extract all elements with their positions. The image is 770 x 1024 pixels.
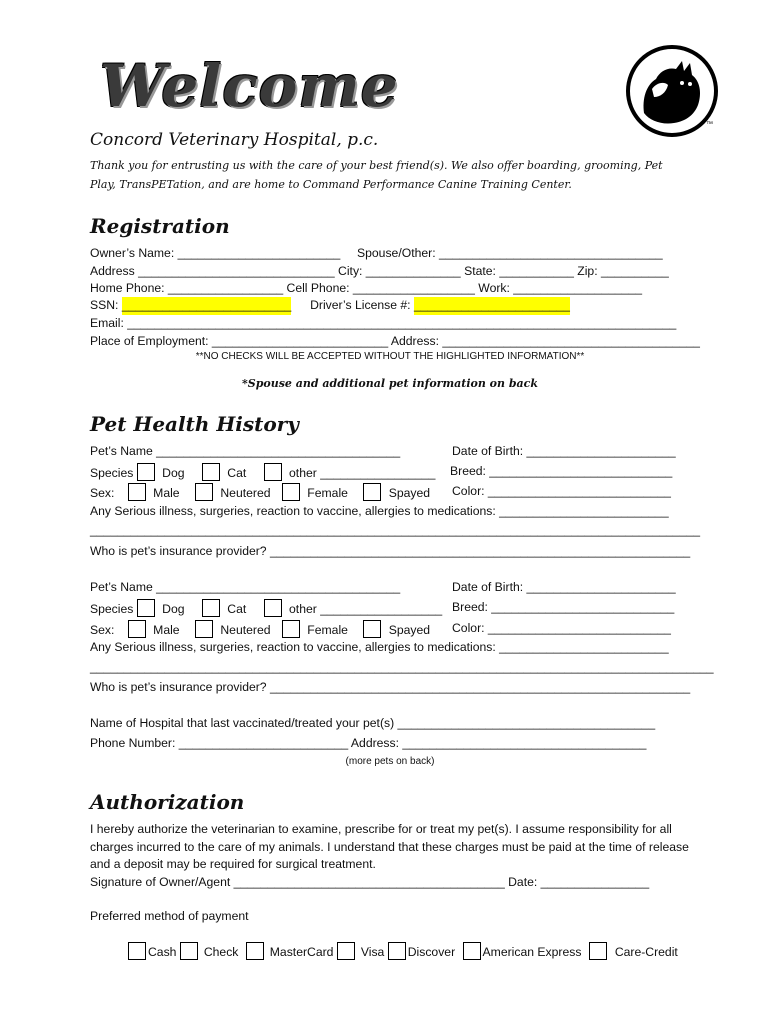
authorization-text: I hereby authorize the veterinarian to examine, prescribe for or treat my pet(s). I assume responsibility for all charges incurred to the care of my animals. I understand that these charges must be paid at the time of release and a deposit may be required for surgical treatment. <box>90 822 689 871</box>
spayed-label: Spayed <box>388 486 431 500</box>
species-label: Species <box>90 466 134 480</box>
drivers-license-field[interactable]: _______________________ <box>414 297 570 315</box>
pet1-dob-field[interactable]: Date of Birth: ______________________ <box>452 444 676 458</box>
dog-checkbox[interactable] <box>137 599 155 617</box>
authorization-heading: Authorization <box>90 790 245 814</box>
more-pets-note: (more pets on back) <box>345 756 435 767</box>
neutered-checkbox[interactable] <box>195 620 213 638</box>
neutered-label: Neutered <box>220 623 271 637</box>
check-checkbox[interactable] <box>180 942 198 960</box>
cat-label: Cat <box>227 602 247 616</box>
hospital-name-field[interactable]: Name of Hospital that last vaccinated/treated your pet(s) ______________________________________ <box>90 716 656 730</box>
dog-label: Dog <box>162 466 185 480</box>
care-credit-checkbox[interactable] <box>589 942 607 960</box>
owner-name-field[interactable]: Owner’s Name: ________________________ <box>90 246 341 260</box>
neutered-checkbox[interactable] <box>195 483 213 501</box>
pet1-sex-row <box>90 483 430 503</box>
female-label: Female <box>307 623 348 637</box>
sex-label: Sex: <box>90 486 115 500</box>
cat-label: Cat <box>227 466 247 480</box>
other-field[interactable]: other _________________ <box>289 466 436 480</box>
female-checkbox[interactable] <box>282 620 300 638</box>
pet1-breed-field[interactable]: Breed: ___________________________ <box>450 464 673 478</box>
registration-heading: Registration <box>90 214 230 238</box>
pet2-dob-field[interactable]: Date of Birth: ______________________ <box>452 580 676 594</box>
spayed-label: Spayed <box>388 623 431 637</box>
cat-checkbox[interactable] <box>202 599 220 617</box>
trademark-symbol: ™ <box>706 121 713 128</box>
male-checkbox[interactable] <box>128 483 146 501</box>
other-checkbox[interactable] <box>264 463 282 481</box>
amex-checkbox[interactable] <box>463 942 481 960</box>
species-label: Species <box>90 602 134 616</box>
pet-health-heading: Pet Health History <box>90 412 299 436</box>
pet2-sex-row <box>90 620 430 640</box>
address-line[interactable]: Address _____________________________ City: ______________ State: ___________ Zip: __________ <box>90 264 669 278</box>
phone-line[interactable]: Home Phone: _________________ Cell Phone: __________________ Work: ___________________ <box>90 281 643 295</box>
hospital-name: Concord Veterinary Hospital, p.c. <box>90 130 379 150</box>
pet2-insurance-field[interactable]: Who is pet’s insurance provider? ______________________________________________________________ <box>90 680 691 694</box>
ssn-label: SSN: <box>90 298 119 312</box>
dog-checkbox[interactable] <box>137 463 155 481</box>
pet1-name-field[interactable]: Pet’s Name ____________________________________ <box>90 444 401 458</box>
pet2-color-field[interactable]: Color: ___________________________ <box>452 621 671 635</box>
spayed-checkbox[interactable] <box>363 483 381 501</box>
pet2-illness-cont[interactable]: ____________________________________________________________________________________________ <box>90 660 714 674</box>
drivers-license-label: Driver’s License #: <box>310 298 411 312</box>
female-label: Female <box>307 486 348 500</box>
female-checkbox[interactable] <box>282 483 300 501</box>
cat-dog-icon <box>630 49 714 133</box>
payment-label: Preferred method of payment <box>90 909 249 923</box>
pet1-insurance-field[interactable]: Who is pet’s insurance provider? ______________________________________________________________ <box>90 544 691 558</box>
signature-line[interactable]: Signature of Owner/Agent ________________________________________ Date: ________________ <box>90 875 650 889</box>
discover-checkbox[interactable] <box>388 942 406 960</box>
cash-label: Cash <box>148 945 177 959</box>
dog-label: Dog <box>162 602 185 616</box>
ssn-field[interactable]: _________________________ <box>122 297 291 315</box>
pet1-species-row <box>90 463 435 483</box>
employment-line[interactable]: Place of Employment: __________________________ Address: ______________________________________ <box>90 334 700 348</box>
discover-label: Discover <box>407 945 456 959</box>
cash-checkbox[interactable] <box>128 942 146 960</box>
payment-options <box>128 942 678 962</box>
ssn-row <box>90 297 570 315</box>
mastercard-checkbox[interactable] <box>246 942 264 960</box>
other-field[interactable]: other __________________ <box>289 602 443 616</box>
sex-label: Sex: <box>90 623 115 637</box>
pet2-breed-field[interactable]: Breed: ___________________________ <box>452 600 675 614</box>
mastercard-label: MasterCard <box>269 945 334 959</box>
hospital-logo <box>626 45 718 137</box>
email-field[interactable]: Email: _________________________________________________________________________________ <box>90 316 677 330</box>
pet2-name-field[interactable]: Pet’s Name ____________________________________ <box>90 580 401 594</box>
pet2-illness-field[interactable]: Any Serious illness, surgeries, reaction to vaccine, allergies to medications: _________________________ <box>90 640 669 654</box>
care-credit-label: Care-Credit <box>614 945 678 959</box>
spouse-field[interactable]: Spouse/Other: _________________________________ <box>357 246 663 260</box>
male-checkbox[interactable] <box>128 620 146 638</box>
check-label: Check <box>203 945 239 959</box>
hospital-phone-line[interactable]: Phone Number: _________________________ Address: ____________________________________ <box>90 736 647 750</box>
pet2-species-row <box>90 599 442 619</box>
pet1-illness-cont[interactable]: __________________________________________________________________________________________ <box>90 523 701 537</box>
page-title: Welcome <box>100 52 399 120</box>
male-label: Male <box>153 486 180 500</box>
highlight-notice: **NO CHECKS WILL BE ACCEPTED WITHOUT THE HIGHLIGHTED INFORMATION** <box>195 351 585 362</box>
other-checkbox[interactable] <box>264 599 282 617</box>
spayed-checkbox[interactable] <box>363 620 381 638</box>
pet1-illness-field[interactable]: Any Serious illness, surgeries, reaction to vaccine, allergies to medications: _________________________ <box>90 504 669 518</box>
visa-checkbox[interactable] <box>337 942 355 960</box>
pet1-color-field[interactable]: Color: ___________________________ <box>452 484 671 498</box>
male-label: Male <box>153 623 180 637</box>
visa-label: Visa <box>360 945 385 959</box>
cat-checkbox[interactable] <box>202 463 220 481</box>
amex-label: American Express <box>482 945 582 959</box>
neutered-label: Neutered <box>220 486 271 500</box>
intro-text: Thank you for entrusting us with the care of your best friend(s). We also offer boarding, grooming, Pet Play, TransPETation, and are home to Command Performance Canine Training Center. <box>90 159 663 191</box>
back-note: *Spouse and additional pet information on back <box>242 377 538 390</box>
